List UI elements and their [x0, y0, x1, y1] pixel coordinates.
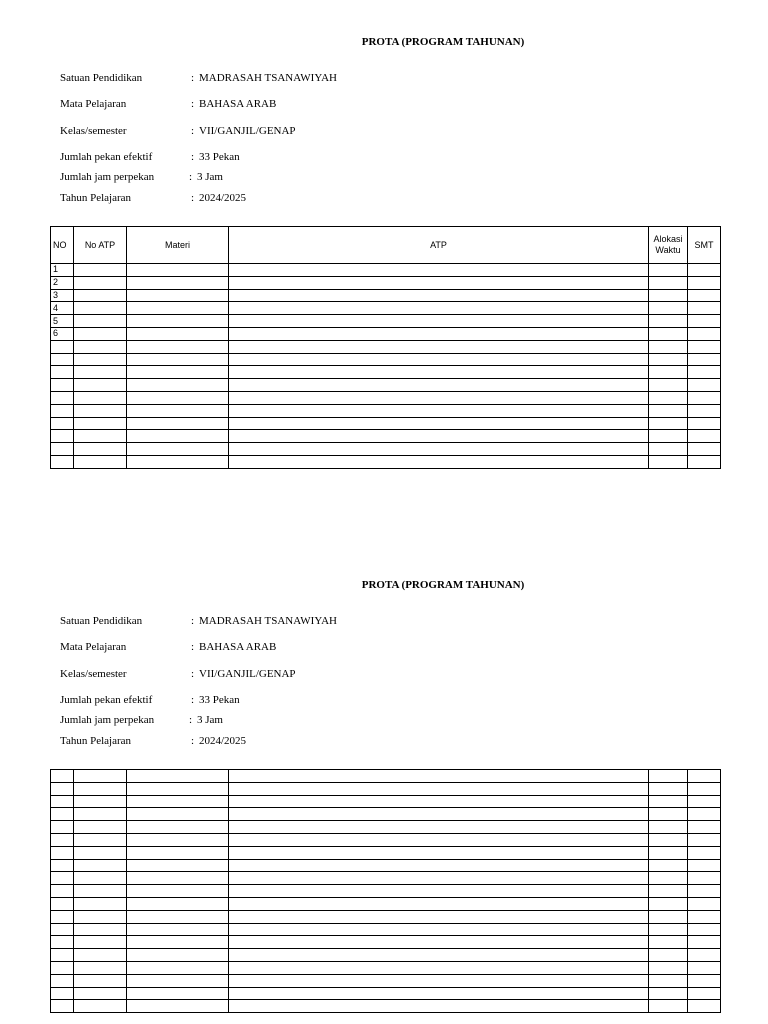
table-cell	[74, 391, 127, 404]
table-cell	[74, 417, 127, 430]
table-cell	[688, 961, 721, 974]
table-cell	[51, 974, 74, 987]
table-row	[51, 417, 721, 430]
info-colon: :	[189, 171, 193, 183]
table-cell	[649, 327, 688, 340]
row-number: 5	[51, 315, 74, 328]
table-cell	[649, 949, 688, 962]
table-cell	[229, 949, 649, 962]
table-cell	[688, 315, 721, 328]
table-cell	[688, 974, 721, 987]
table-cell	[688, 923, 721, 936]
table-cell	[688, 808, 721, 821]
table-cell	[127, 885, 229, 898]
table-cell	[688, 949, 721, 962]
table-cell	[74, 327, 127, 340]
info-value: 33 Pekan	[199, 694, 240, 706]
table-cell	[127, 987, 229, 1000]
table-cell	[51, 795, 74, 808]
info-colon: :	[189, 714, 193, 726]
table-row	[51, 327, 721, 340]
prota-table	[50, 226, 721, 469]
table-cell	[229, 327, 649, 340]
table-row	[51, 949, 721, 962]
header-atp: ATP	[229, 227, 649, 264]
info-label: Tahun Pelajaran	[60, 192, 132, 204]
table-cell	[74, 366, 127, 379]
info-label: Jumlah jam perpekan	[60, 171, 155, 183]
table-cell	[649, 923, 688, 936]
row-number	[51, 443, 74, 456]
info-colon: :	[191, 735, 195, 747]
table-cell	[229, 897, 649, 910]
table-cell	[688, 366, 721, 379]
table-row	[51, 404, 721, 417]
table-cell	[649, 379, 688, 392]
table-row	[51, 833, 721, 846]
table-cell	[74, 808, 127, 821]
table-row	[51, 846, 721, 859]
table-row	[51, 340, 721, 353]
table-row	[51, 366, 721, 379]
table-cell	[51, 897, 74, 910]
info-label: Jumlah jam perpekan	[60, 714, 155, 726]
table-row	[51, 936, 721, 949]
table-cell	[229, 455, 649, 468]
table-cell	[74, 430, 127, 443]
table-cell	[51, 770, 74, 783]
table-cell	[688, 430, 721, 443]
info-label: Kelas/semester	[60, 668, 127, 680]
row-number: 4	[51, 302, 74, 315]
table-cell	[649, 443, 688, 456]
table-row	[51, 897, 721, 910]
table-cell	[649, 289, 688, 302]
info-label: Mata Pelajaran	[60, 641, 127, 653]
table-cell	[74, 821, 127, 834]
table-row	[51, 795, 721, 808]
info-colon: :	[191, 98, 195, 110]
table-cell	[229, 264, 649, 277]
header-no-atp: No ATP	[74, 227, 127, 264]
table-cell	[229, 302, 649, 315]
info-label: Jumlah pekan efektif	[60, 151, 153, 163]
table-row	[51, 987, 721, 1000]
table-cell	[74, 404, 127, 417]
info-colon: :	[191, 694, 195, 706]
table-cell	[649, 833, 688, 846]
table-cell	[688, 987, 721, 1000]
table-row	[51, 974, 721, 987]
table-cell	[229, 276, 649, 289]
table-cell	[229, 910, 649, 923]
table-cell	[127, 340, 229, 353]
info-value: 33 Pekan	[199, 151, 240, 163]
table-cell	[649, 961, 688, 974]
table-cell	[127, 327, 229, 340]
table-cell	[649, 821, 688, 834]
table-cell	[74, 770, 127, 783]
info-colon: :	[191, 192, 195, 204]
row-number: 3	[51, 289, 74, 302]
row-number	[51, 366, 74, 379]
table-cell	[229, 846, 649, 859]
table-row	[51, 782, 721, 795]
table-cell	[127, 264, 229, 277]
table-cell	[229, 782, 649, 795]
table-cell	[649, 391, 688, 404]
table-cell	[688, 417, 721, 430]
table-cell	[229, 340, 649, 353]
info-value: 3 Jam	[197, 714, 223, 726]
table-cell	[74, 987, 127, 1000]
table-cell	[74, 872, 127, 885]
table-cell	[51, 910, 74, 923]
table-cell	[229, 353, 649, 366]
table-cell	[649, 897, 688, 910]
table-row	[51, 391, 721, 404]
table-cell	[649, 315, 688, 328]
info-value: 3 Jam	[197, 171, 223, 183]
page-title: PROTA (PROGRAM TAHUNAN)	[361, 579, 525, 591]
row-number	[51, 404, 74, 417]
table-cell	[74, 885, 127, 898]
table-row	[51, 430, 721, 443]
table-cell	[688, 340, 721, 353]
table-cell	[688, 910, 721, 923]
table-cell	[74, 443, 127, 456]
table-cell	[127, 974, 229, 987]
table-cell	[51, 949, 74, 962]
table-cell	[74, 353, 127, 366]
table-cell	[688, 770, 721, 783]
info-label: Kelas/semester	[60, 125, 127, 137]
table-cell	[51, 872, 74, 885]
table-cell	[688, 872, 721, 885]
table-cell	[229, 872, 649, 885]
table-cell	[74, 949, 127, 962]
row-number	[51, 379, 74, 392]
info-value: BAHASA ARAB	[199, 98, 277, 110]
table-cell	[649, 1000, 688, 1013]
table-cell	[127, 770, 229, 783]
table-row	[51, 923, 721, 936]
table-cell	[688, 795, 721, 808]
table-row	[51, 443, 721, 456]
table-cell	[649, 302, 688, 315]
info-label: Jumlah pekan efektif	[60, 694, 153, 706]
table-cell	[127, 833, 229, 846]
table-cell	[229, 987, 649, 1000]
table-cell	[74, 302, 127, 315]
info-label: Satuan Pendidikan	[60, 72, 143, 84]
row-number	[51, 417, 74, 430]
table-cell	[649, 846, 688, 859]
table-cell	[649, 366, 688, 379]
table-cell	[229, 808, 649, 821]
table-cell	[127, 961, 229, 974]
table-cell	[127, 872, 229, 885]
header-alokasi-waktu: Alokasi Waktu	[649, 227, 688, 264]
table-cell	[127, 455, 229, 468]
table-cell	[229, 443, 649, 456]
table-cell	[74, 897, 127, 910]
table-cell	[649, 872, 688, 885]
table-cell	[649, 455, 688, 468]
info-colon: :	[191, 668, 195, 680]
table-cell	[127, 315, 229, 328]
table-cell	[127, 936, 229, 949]
table-row	[51, 315, 721, 328]
table-cell	[649, 987, 688, 1000]
row-number	[51, 340, 74, 353]
table-cell	[688, 782, 721, 795]
table-cell	[688, 821, 721, 834]
table-cell	[51, 987, 74, 1000]
table-row	[51, 276, 721, 289]
table-cell	[688, 859, 721, 872]
table-cell	[127, 417, 229, 430]
info-value: VII/GANJIL/GENAP	[199, 125, 296, 137]
table-row	[51, 859, 721, 872]
table-cell	[127, 795, 229, 808]
header-smt: SMT	[688, 227, 721, 264]
table-cell	[229, 923, 649, 936]
table-cell	[51, 846, 74, 859]
table-cell	[127, 949, 229, 962]
table-cell	[74, 782, 127, 795]
row-number: 1	[51, 264, 74, 277]
info-value: BAHASA ARAB	[199, 641, 277, 653]
info-colon: :	[191, 641, 195, 653]
table-row	[51, 289, 721, 302]
info-label: Mata Pelajaran	[60, 98, 127, 110]
table-cell	[649, 974, 688, 987]
table-cell	[649, 276, 688, 289]
table-row	[51, 353, 721, 366]
row-number	[51, 430, 74, 443]
table-cell	[127, 808, 229, 821]
prota-table	[50, 769, 721, 1013]
table-cell	[688, 353, 721, 366]
table-cell	[688, 443, 721, 456]
table-row	[51, 872, 721, 885]
table-cell	[649, 808, 688, 821]
table-cell	[229, 885, 649, 898]
table-cell	[51, 821, 74, 834]
table-cell	[127, 430, 229, 443]
table-cell	[51, 1000, 74, 1013]
info-label: Tahun Pelajaran	[60, 735, 132, 747]
table-cell	[74, 846, 127, 859]
table-cell	[74, 795, 127, 808]
table-cell	[127, 353, 229, 366]
row-number	[51, 455, 74, 468]
table-cell	[688, 455, 721, 468]
table-cell	[649, 770, 688, 783]
table-cell	[229, 961, 649, 974]
table-row	[51, 302, 721, 315]
table-cell	[688, 327, 721, 340]
table-cell	[51, 782, 74, 795]
table-cell	[649, 782, 688, 795]
table-cell	[649, 859, 688, 872]
table-cell	[688, 302, 721, 315]
table-row	[51, 961, 721, 974]
table-cell	[649, 430, 688, 443]
info-label: Satuan Pendidikan	[60, 615, 143, 627]
table-row	[51, 264, 721, 277]
table-cell	[127, 910, 229, 923]
table-cell	[127, 443, 229, 456]
table-cell	[229, 315, 649, 328]
table-cell	[688, 264, 721, 277]
table-cell	[127, 366, 229, 379]
table-cell	[74, 379, 127, 392]
table-cell	[74, 264, 127, 277]
table-cell	[229, 1000, 649, 1013]
table-cell	[51, 923, 74, 936]
table-cell	[649, 910, 688, 923]
table-cell	[51, 961, 74, 974]
table-cell	[127, 379, 229, 392]
table-cell	[688, 936, 721, 949]
row-number: 2	[51, 276, 74, 289]
table-cell	[74, 289, 127, 302]
table-cell	[688, 846, 721, 859]
table-cell	[51, 859, 74, 872]
table-cell	[127, 1000, 229, 1013]
table-cell	[649, 353, 688, 366]
table-cell	[229, 430, 649, 443]
table-cell	[127, 302, 229, 315]
table-cell	[649, 795, 688, 808]
table-cell	[74, 923, 127, 936]
table-cell	[74, 340, 127, 353]
table-cell	[74, 455, 127, 468]
table-cell	[74, 315, 127, 328]
table-cell	[229, 936, 649, 949]
table-row	[51, 1000, 721, 1013]
table-cell	[127, 859, 229, 872]
table-row	[51, 808, 721, 821]
table-cell	[127, 391, 229, 404]
table-cell	[229, 391, 649, 404]
table-cell	[229, 770, 649, 783]
table-cell	[688, 391, 721, 404]
table-cell	[649, 404, 688, 417]
header-no: NO	[51, 227, 74, 264]
table-cell	[688, 276, 721, 289]
info-colon: :	[191, 125, 195, 137]
table-cell	[74, 974, 127, 987]
info-colon: :	[191, 151, 195, 163]
table-row	[51, 910, 721, 923]
table-cell	[649, 340, 688, 353]
table-cell	[74, 276, 127, 289]
table-cell	[688, 833, 721, 846]
table-cell	[229, 795, 649, 808]
table-cell	[688, 897, 721, 910]
table-cell	[229, 379, 649, 392]
table-cell	[127, 897, 229, 910]
table-cell	[229, 289, 649, 302]
table-cell	[688, 885, 721, 898]
info-colon: :	[191, 72, 195, 84]
table-cell	[229, 366, 649, 379]
table-cell	[688, 1000, 721, 1013]
table-row	[51, 770, 721, 783]
table-cell	[229, 417, 649, 430]
table-cell	[51, 833, 74, 846]
table-cell	[649, 936, 688, 949]
table-row	[51, 821, 721, 834]
table-cell	[127, 923, 229, 936]
table-cell	[229, 404, 649, 417]
page-title: PROTA (PROGRAM TAHUNAN)	[361, 36, 525, 48]
table-cell	[127, 289, 229, 302]
table-cell	[688, 404, 721, 417]
table-cell	[229, 974, 649, 987]
info-value: 2024/2025	[199, 192, 247, 204]
info-colon: :	[191, 615, 195, 627]
row-number	[51, 353, 74, 366]
table-cell	[688, 379, 721, 392]
table-cell	[74, 910, 127, 923]
header-materi: Materi	[127, 227, 229, 264]
table-cell	[649, 885, 688, 898]
table-cell	[229, 821, 649, 834]
table-cell	[649, 417, 688, 430]
table-header-row	[51, 227, 721, 264]
table-cell	[127, 276, 229, 289]
table-cell	[74, 833, 127, 846]
table-row	[51, 379, 721, 392]
row-number: 6	[51, 327, 74, 340]
table-cell	[74, 961, 127, 974]
table-row	[51, 455, 721, 468]
table-cell	[127, 404, 229, 417]
table-cell	[229, 859, 649, 872]
info-value: 2024/2025	[199, 735, 247, 747]
table-cell	[127, 782, 229, 795]
table-cell	[127, 846, 229, 859]
table-cell	[74, 1000, 127, 1013]
table-cell	[51, 885, 74, 898]
table-cell	[127, 821, 229, 834]
table-cell	[688, 289, 721, 302]
table-cell	[74, 936, 127, 949]
info-value: MADRASAH TSANAWIYAH	[199, 72, 337, 84]
row-number	[51, 391, 74, 404]
table-cell	[229, 833, 649, 846]
table-cell	[649, 264, 688, 277]
info-value: MADRASAH TSANAWIYAH	[199, 615, 337, 627]
info-value: VII/GANJIL/GENAP	[199, 668, 296, 680]
table-cell	[74, 859, 127, 872]
table-cell	[51, 808, 74, 821]
table-cell	[51, 936, 74, 949]
table-row	[51, 885, 721, 898]
